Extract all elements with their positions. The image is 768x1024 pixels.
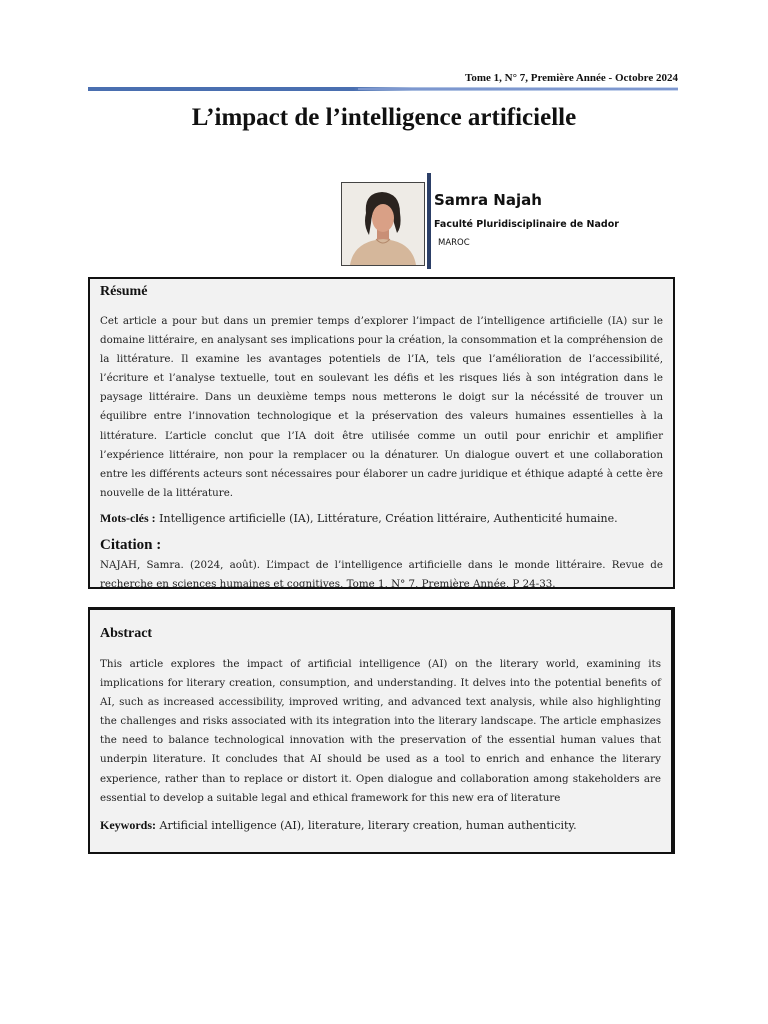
resume-text: Cet article a pour but dans un premier temps d’explorer l’impact de l’intelligence artificielle (IA) sur le domaine littéraire, en analysant ses implications pour la création, la consommation et la compréhension de la littérature. Il examine les avantages potentiels de l’IA, tels que l’amélioration de l’accessibilité, l’écriture et l’analyse textuelle, tout en soulevant les défis et les risques liés à son intégration dans le paysage littéraire. Dans un deuxième temps nous metterons le doigt sur la nécéssité de trouver un équilibre entre l’innovation technologique et la préservation des valeurs humaines essentielles à la littérature. L’article conclut que l’IA doit être utilisée comme un outil pour enrichir et amplifier l’expérience littéraire, non pour la remplacer ou la dénaturer. Un dialogue ouvert et une collaboration entre les différents acteurs sont nécessaires pour élaborer un cadre juridique et éthique adapté à cette ère nouvelle de la littérature. <box>100 315 663 499</box>
author-photo <box>341 182 425 266</box>
author-affiliation: Faculté Pluridisciplinaire de Nador <box>434 219 619 230</box>
citation-text: NAJAH, Samra. (2024, août). L’impact de l’intelligence artificielle dans le monde littéraire. Revue de recherche en sciences humaines et cognitives, Tome 1, N° 7, Première Année, P 24-33. <box>100 558 663 591</box>
resume-heading: Résumé <box>100 284 148 299</box>
resume-keywords <box>100 511 663 526</box>
issue-info: Tome 1, N° 7, Première Année - Octobre 2024 <box>465 72 678 84</box>
abstract-box <box>88 607 675 854</box>
abstract-keywords-text: Artificial intelligence (AI), literature, literary creation, human authenticity. <box>159 818 577 832</box>
author-name: Samra Najah <box>434 191 542 209</box>
abstract-keywords-label: Keywords: <box>100 817 156 832</box>
author-country: MAROC <box>438 238 470 248</box>
article-title: L’impact de l’intelligence artificielle <box>191 104 577 131</box>
resume-box <box>88 277 675 589</box>
header-divider <box>88 87 678 91</box>
citation-heading: Citation : <box>100 536 162 553</box>
abstract-heading: Abstract <box>100 626 153 641</box>
author-accent-bar <box>427 173 431 269</box>
abstract-text: This article explores the impact of artificial intelligence (AI) on the literary world, examining its implications for literary creation, consumption, and understanding. It delves into the potential benefits of AI, such as increased accessibility, improved writing, and advanced text analysis, while also highlighting the challenges and risks associated with its integration into the literary landscape. The article emphasizes the need to balance technological innovation with the preservation of the essential human values that underpin literature. It concludes that AI should be used as a tool to enrich and enhance the literary experience, rather than to replace or distort it. Open dialogue and collaboration among stakeholders are essential to develop a suitable legal and ethical framework for this new era of literature <box>100 658 661 804</box>
resume-keywords-label: Mots-clés : <box>100 510 156 525</box>
abstract-keywords <box>100 818 661 833</box>
resume-keywords-text: Intelligence artificielle (IA), Littérature, Création littéraire, Authenticité humaine. <box>159 511 618 525</box>
